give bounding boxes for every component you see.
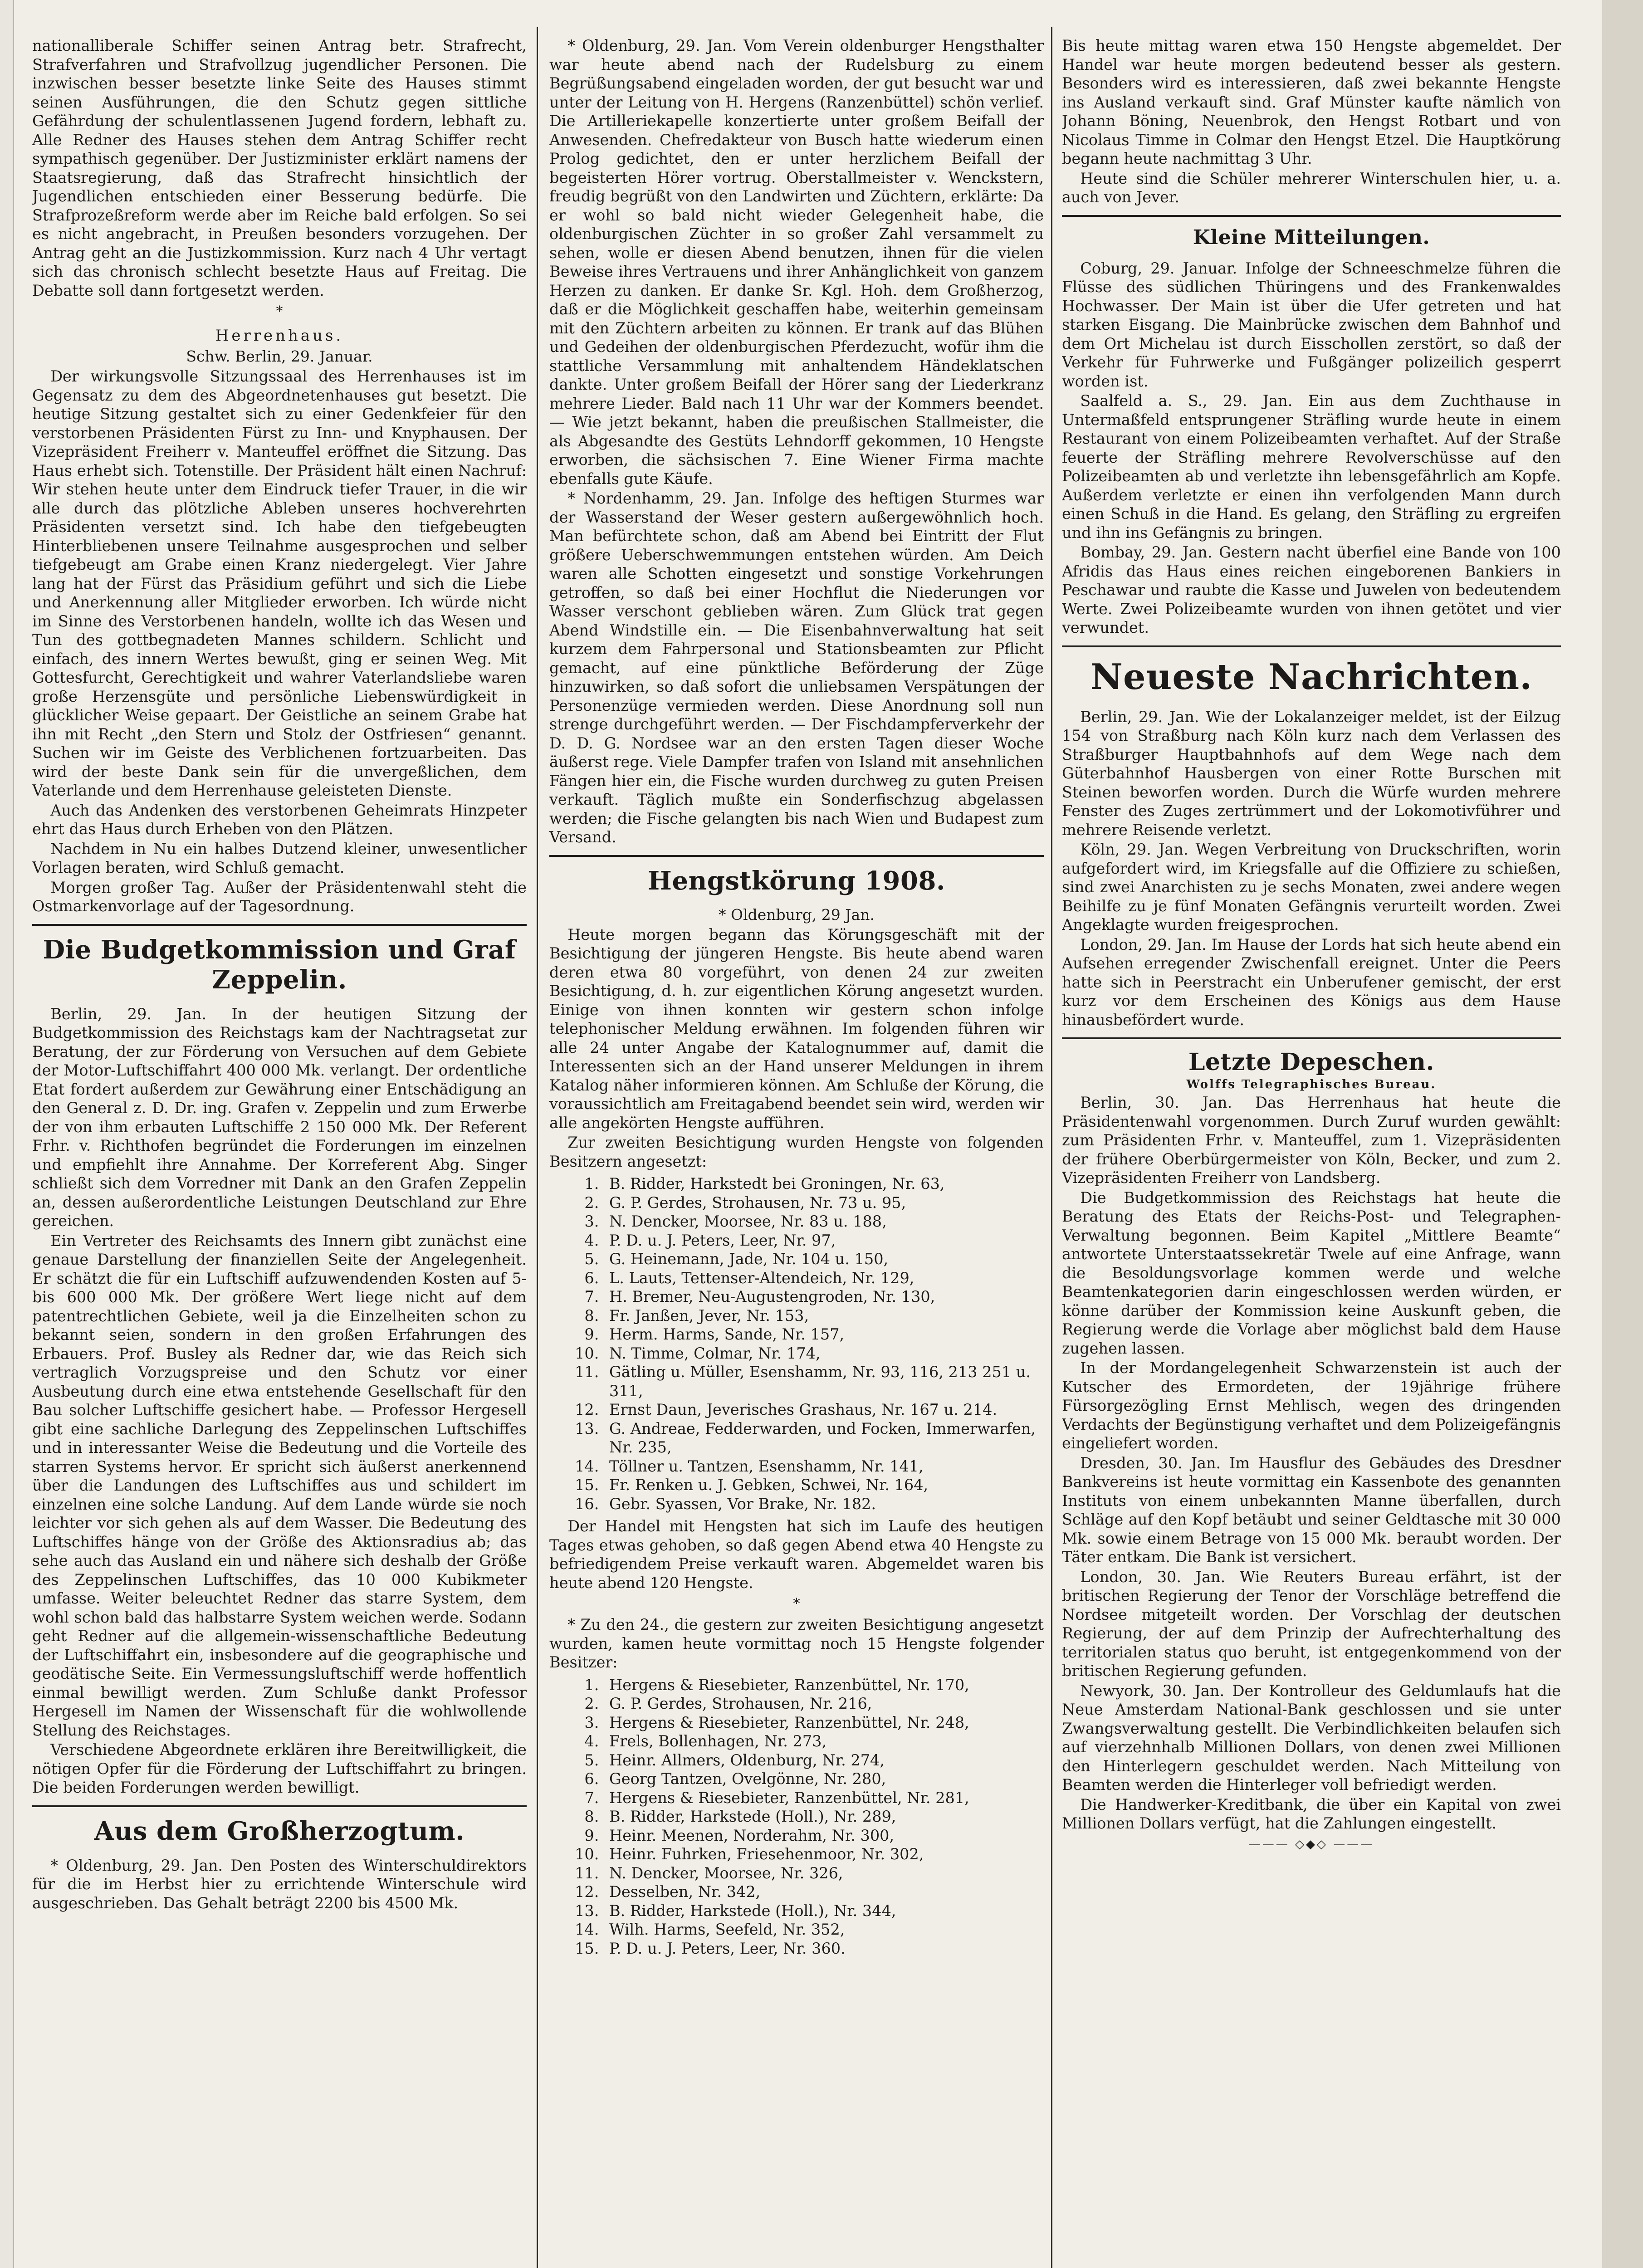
article-paragraph: Zur zweiten Besichtigung wurden Hengste von folgenden Besitzern angesetzt: <box>549 1134 1044 1170</box>
list-item: 10. N. Timme, Colmar, Nr. 174, <box>604 1344 1044 1363</box>
article-paragraph: * Oldenburg, 29. Jan. Den Posten des Winterschuldirektors für die im Herbst hier zu errichtende Winterschule wird ausgeschrieben. Das Gehalt beträgt 2200 bis 4500 Mk. <box>32 1856 527 1912</box>
article-paragraph: Coburg, 29. Januar. Infolge der Schneeschmelze führen die Flüsse des südlichen Thüringens und des Frankenwaldes Hochwasser. Der Main ist über die Ufer getreten und hat starken Eisgang. Die Mainbrücke zwischen dem Bahnhof und dem Ort Michelau ist durch Eisschollen zerstört, so daß der Verkehr für Fuhrwerke und Fußgänger polizeilich gesperrt worden ist. <box>1062 259 1561 390</box>
column-middle <box>549 36 1044 2268</box>
divider <box>32 1805 527 1807</box>
divider <box>1062 1037 1561 1039</box>
article-paragraph: London, 30. Jan. Wie Reuters Bureau erfährt, ist der britischen Regierung der Tenor der Vorschläge betreffend die Nordsee mitgeteilt worden. Der Vorschlag der deutschen Regierung, der auf dem Prinzip der Aufrechterhaltung des territorialen status quo beruht, ist entgegenkommend von der britischen Regierung gefunden. <box>1062 1568 1561 1680</box>
article-paragraph: Bombay, 29. Jan. Gestern nacht überfiel eine Bande von 100 Afridis das Haus eines reichen eingeborenen Bankiers in Peschawar und raubte die Kasse und Juwelen von bedeutendem Werte. Zwei Polizeibeamte wurden von ihnen getötet und vier verwundet. <box>1062 543 1561 636</box>
divider <box>549 855 1044 857</box>
article-headline: Die Budgetkommission und Graf Zeppelin. <box>43 934 516 995</box>
list-item: 3. Hergens & Riesebieter, Ranzenbüttel, Nr. 248, <box>604 1713 1044 1732</box>
list-item: 15. P. D. u. J. Peters, Leer, Nr. 360. <box>604 1939 1044 1958</box>
separator-star: * <box>793 1596 800 1612</box>
article-paragraph: Köln, 29. Jan. Wegen Verbreitung von Druckschriften, worin aufgefordert wird, im Kriegsfalle auf die Offiziere zu schießen, sind zwei Anarchisten zu je sechs Monaten, zwei andere wegen Beihilfe zu je fünf Monaten Gefängnis verurteilt worden. Zwei Angeklagte wurden freigesprochen. <box>1062 841 1561 934</box>
article-paragraph: nationalliberale Schiffer seinen Antrag betr. Strafrecht, Strafverfahren und Strafvollzug jugendlicher Personen. Die inzwischen besser besetzte linke Seite des Hauses stimmt seinen Ausführungen, die den Schutz gegen sittliche Gefährdung der schulentlassenen Jugend fordern, lebhaft zu. Alle Redner des Hauses stehen dem Antrag Schiffer recht sympathisch gegenüber. Der Justizminister erklärt namens der Staatsregierung, daß das Strafrecht hinsichtlich der Jugendlichen entschieden einer Besserung bedürfe. Die Strafprozeßreform werde aber im Reiche bald erfolgen. So sei es nicht angebracht, in Preußen besonders vorzugehen. Der Antrag geht an die Justizkommission. Kurz nach 4 Uhr vertagt sich das chronisch schlecht besetzte Haus auf Freitag. Die Debatte soll dann fortgesetzt werden. <box>32 37 527 299</box>
article-paragraph: Nachdem in Nu ein halbes Dutzend kleiner, unwesentlicher Vorlagen beraten, wird Schluß gemacht. <box>32 840 527 876</box>
newspaper-page <box>13 0 1629 2268</box>
article-paragraph: Der Handel mit Hengsten hat sich im Laufe des heutigen Tages etwas gehoben, so daß gegen Abend etwa 40 Hengste zu befriedigendem Preise verkauft waren. Abgemeldet waren bis heute abend 120 Hengste. <box>549 1517 1044 1592</box>
list-item: 1. Hergens & Riesebieter, Ranzenbüttel, Nr. 170, <box>604 1676 1044 1695</box>
section-heading: Herrenhaus. <box>215 327 344 345</box>
article-paragraph: Der wirkungsvolle Sitzungssaal des Herrenhauses ist im Gegensatz zu dem des Abgeordnetenhauses gut besetzt. Die heutige Sitzung gestaltet sich zu einer Gedenkfeier für den verstorbenen Präsidenten Fürst zu Inn- und Knyphausen. Der Vizepräsident Freiherr v. Manteuffel eröffnet die Sitzung. Das Haus erhebt sich. Totenstille. Der Präsident hält einen Nachruf: Wir stehen heute unter dem Eindruck tiefer Trauer, in die wir alle durch das plötzliche Ableben unseres hochverehrten Präsidenten versetzt sind. Ich habe den tiefgebeugten Hinterbliebenen unsere Teilnahme ausgesprochen und selber tiefgebeugt am Grabe einen Kranz niedergelegt. Vier Jahre lang hat der Fürst das Präsidium geführt und sich die Liebe und Anerkennung aller Mitglieder erworben. Ich würde nicht im Sinne des Verstorbenen handeln, wollte ich das Wesen und Tun des gottbegnadeten Mannes schildern. Schlicht und einfach, des innern Wertes bewußt, ging er seinen Weg. Mit Gottesfurcht, Gerechtigkeit und wahrer Vaterlandsliebe waren große Herzensgüte und persönliche Liebenswürdigkeit in glücklicher Weise gepaart. Der Geistliche an seinem Grabe hat ihn mit Recht „den Stern und Stolz der Ostfriesen“ genannt. Suchen wir im Geiste des Verblichenen fortzuarbeiten. Das wird der beste Dank sein für die unvergeßlichen, dem Vaterlande und dem Herrenhause geleisteten Dienste. <box>32 367 527 799</box>
column-rule <box>537 27 538 2268</box>
article-paragraph: Dresden, 30. Jan. Im Hausflur des Gebäudes des Dresdner Bankvereins ist heute vormittag ein Kassenbote des genannten Instituts von einem unbekannten Manne überfallen, durch Schläge auf den Kopf betäubt und seiner Geldtasche mit 30 000 Mk. sowie einem Betrage von 15 000 Mk. beraubt worden. Der Täter entkam. Die Bank ist versichert. <box>1062 1454 1561 1566</box>
end-ornament: ——— ◇◆◇ ——— <box>1248 1837 1374 1851</box>
page-edge <box>1602 0 1643 2268</box>
list-item: 8. B. Ridder, Harkstede (Holl.), Nr. 289, <box>604 1807 1044 1826</box>
article-paragraph: Morgen großer Tag. Außer der Präsidentenwahl steht die Ostmarkenvorlage auf der Tagesordnung. <box>32 878 527 915</box>
article-paragraph: Verschiedene Abgeordnete erklären ihre Bereitwilligkeit, die nötigen Opfer für die Förderung der Luftschiffahrt zu bringen. Die beiden Forderungen werden bewilligt. <box>32 1741 527 1796</box>
list-item: 15. Fr. Renken u. J. Gebken, Schwei, Nr. 164, <box>604 1476 1044 1495</box>
list-item: 6. L. Lauts, Tettenser-Altendeich, Nr. 129, <box>604 1269 1044 1288</box>
list-item: 5. G. Heinemann, Jade, Nr. 104 u. 150, <box>604 1250 1044 1269</box>
article-paragraph: Die Budgetkommission des Reichstags hat heute die Beratung des Etats der Reichs-Post- und Telegraphen-Verwaltung begonnen. Beim Kapitel „Mittlere Beamte“ antwortete Unterstaatssekretär Twele auf eine Anfrage, wann die Besoldungsvorlage kommen werde und welche Beamtenkategorien darin eingeschlossen werden würden, er könne darüber der Kommission keine Auskunft geben, die Regierung werde die Vorlage aber möglichst bald dem Hause zugehen lassen. <box>1062 1188 1561 1357</box>
list-item: 2. G. P. Gerdes, Strohausen, Nr. 216, <box>604 1694 1044 1713</box>
article-paragraph: Die Handwerker-Kreditbank, die über ein Kapital von zwei Millionen Dollars verfügt, hat die Zahlungen eingestellt. <box>1062 1795 1561 1832</box>
article-paragraph: Heute morgen begann das Körungsgeschäft mit der Besichtigung der jüngeren Hengste. Bis heute abend waren deren etwa 80 vorgeführt, von denen 24 zur zweiten Besichtigung, d. h. zur eigentlichen Körung angesetzt wurden. Einige von ihnen konnten wir gestern schon infolge telephonischer Meldung erwähnen. Im folgenden führen wir alle 24 unter Angabe der Katalognummer auf, damit die Interessenten sich an der Hand unserer Meldungen in ihrem Katalog näher informieren können. Am Schluße der Körung, die voraussichtlich am Freitagabend beendet sein wird, werden wir alle angekörten Hengste aufführen. <box>549 925 1044 1132</box>
column-rule <box>1051 27 1052 2268</box>
list-item: 6. Georg Tantzen, Ovelgönne, Nr. 280, <box>604 1769 1044 1789</box>
list-item: 11. Gätling u. Müller, Esenshamm, Nr. 93, 116, 213 251 u. 311, <box>604 1363 1044 1400</box>
list-item: 2. G. P. Gerdes, Strohausen, Nr. 73 u. 95, <box>604 1193 1044 1212</box>
article-paragraph: Ein Vertreter des Reichsamts des Innern gibt zunächst eine genaue Darstellung der finanziellen Seite der Angelegenheit. Er schätzt die für ein Luftschiff aufzuwendenden Kosten auf 5- bis 600 000 Mk. Der größere Wert liege nicht auf dem patentrechtlichen Gebiete, weil ja die Einzelheiten schon zu bekannt seien, sondern in den großen Erfahrungen des Erbauers. Prof. Busley als Redner dar, wie das Reich sich vertraglich Vorzugspreise und den Schutz vor einer Ausbeutung durch eine etwa entstehende Gesellschaft für den Bau solcher Luftschiffe gesichert habe. — Professor Hergesell gibt eine sachliche Darlegung des Zeppelinschen Luftschiffes und in interessanter Weise die Bedeutung und die Vorteile des starren Systems hervor. Er spricht sich äußerst anerkennend über die Landungen des Luftschiffes aus und schildert im einzelnen eine solche Landung. Auf dem Lande würde sie noch leichter vor sich gehen als auf dem Wasser. Die Bedeutung des Luftschiffes hänge von der Größe des Aktionsradius ab; das sehe auch das Ausland ein und nähere sich deshalb der Größe des Zeppelinschen Luftschiffes, das 10 000 Kubikmeter umfasse. Weiter beleuchtet Redner das starre System, dem wohl schon bald das halbstarre System weichen werde. Sodann geht Redner auf die allgemein-wissenschaftliche Bedeutung der Luftschiffahrt ein, insbesondere auf die geographische und geodätische Seite. Ein Vermessungsluftschiff werde hoffentlich einmal bewilligt werden. Zum Schluße dankt Professor Hergesell im Namen der Wissenschaft für die wohlwollende Stellung des Reichstages. <box>32 1232 527 1739</box>
article-paragraph: Bis heute mittag waren etwa 150 Hengste abgemeldet. Der Handel war heute morgen bedeutend besser als gestern. Besonders wird es interessieren, daß zwei bekannte Hengste ins Ausland verkauft sind. Graf Münster kaufte nämlich von Johann Böning, Neuenbrok, den Hengst Rotbart und von Nicolaus Timme in Colmar den Hengst Etzel. Die Hauptkörung begann heute nachmittag 3 Uhr. <box>1062 37 1561 167</box>
article-paragraph: Berlin, 29. Jan. Wie der Lokalanzeiger meldet, ist der Eilzug 154 von Straßburg nach Köln kurz nach dem Verlassen des Straßburger Hauptbahnhofs auf dem Wege nach dem Güterbahnhof Hausbergen von einer Rotte Burschen mit Steinen beworfen worden. Durch die Würfe wurden mehrere Fenster des Zuges zertrümmert und der Lokomotivführer und mehrere Reisende verletzt. <box>1062 708 1561 839</box>
article-paragraph: Berlin, 29. Jan. In der heutigen Sitzung der Budgetkommission des Reichstags kam der Nachtragsetat zur Beratung, der zur Förderung von Versuchen auf dem Gebiete der Motor-Luftschiffahrt 400 000 Mk. verlangt. Der ordentliche Etat fordert außerdem zur Gewährung einer Entschädigung an den General z. D. Dr. ing. Grafen v. Zeppelin und zum Erwerbe der von ihm erbauten Luftschiffe 2 150 000 Mk. Der Referent Frhr. v. Richthofen begründet die Forderungen im einzelnen und empfiehlt ihre Annahme. Der Korreferent Abg. Singer schließt sich dem Vorredner mit Dank an den Grafen Zeppelin an, dessen außerordentliche Leistungen Deutschland zur Ehre gereichen. <box>32 1005 527 1230</box>
divider <box>1062 645 1561 647</box>
list-item: 12. Desselben, Nr. 342, <box>604 1882 1044 1901</box>
list-item: 16. Gebr. Syassen, Vor Brake, Nr. 182. <box>604 1495 1044 1514</box>
divider <box>1062 215 1561 217</box>
column-left <box>32 36 527 2268</box>
owner-list <box>549 1174 1044 1513</box>
article-paragraph: Newyork, 30. Jan. Der Kontrolleur des Geldumlaufs hat die Neue Amsterdam National-Bank geschlossen und sie unter Zwangsverwaltung gestellt. Die Verbindlichkeiten belaufen sich auf vierzehnhalb Millionen Dollars, von denen zwei Millionen den Hinterlegern geschuldet werden. Nach Mitteilung von Beamten werden die Hinterleger voll befriedigt werden. <box>1062 1681 1561 1794</box>
list-item: 13. G. Andreae, Fedderwarden, und Focken, Immerwarfen, Nr. 235, <box>604 1419 1044 1457</box>
separator-star: * <box>276 303 283 319</box>
list-item: 14. Töllner u. Tantzen, Esenshamm, Nr. 141, <box>604 1457 1044 1476</box>
column-right <box>1062 36 1561 2268</box>
list-item: 8. Fr. Janßen, Jever, Nr. 153, <box>604 1306 1044 1325</box>
owner-list <box>549 1676 1044 1958</box>
list-item: 14. Wilh. Harms, Seefeld, Nr. 352, <box>604 1920 1044 1939</box>
section-heading: Kleine Mitteilungen. <box>1193 225 1430 249</box>
list-item: 4. P. D. u. J. Peters, Leer, Nr. 97, <box>604 1231 1044 1250</box>
article-headline: Letzte Depeschen. <box>1188 1048 1435 1076</box>
list-item: 9. Herm. Harms, Sande, Nr. 157, <box>604 1325 1044 1344</box>
agency-line: Wolffs Telegraphisches Bureau. <box>1186 1078 1437 1091</box>
article-paragraph: * Nordenhamm, 29. Jan. Infolge des heftigen Sturmes war der Wasserstand der Weser gestern außergewöhnlich hoch. Man befürchtete schon, daß am Abend bei Eintritt der Flut größere Ueberschwemmungen entstehen würden. Am Deich waren alle Schotten eingesetzt und sonstige Vorkehrungen getroffen, so daß bei einer Hochflut die Niederungen vor Wasser verschont geblieben wären. Zum Glück trat gegen Abend Windstille ein. — Die Eisenbahnverwaltung hat seit kurzem dem Fahrpersonal und Stationsbeamten zur Pflicht gemacht, auf eine pünktliche Beförderung der Züge hinzuwirken, so daß sofort die unliebsamen Verspätungen der Personenzüge vermieden werden. Diese Anordnung soll nun strenge durchgeführt werden. — Der Fischdampferverkehr der D. D. G. Nordsee war an den ersten Tagen dieser Woche äußerst rege. Viele Dampfer trafen von Island mit ansehnlichen Fängen hier ein, die Fische wurden durchweg zu guten Preisen verkauft. Täglich mußte ein Sonderfischzug abgelassen werden; die Fische gelangten bis nach Wien und Budapest zum Versand. <box>549 489 1044 846</box>
list-item: 4. Frels, Bollenhagen, Nr. 273, <box>604 1732 1044 1751</box>
list-item: 11. N. Dencker, Moorsee, Nr. 326, <box>604 1864 1044 1883</box>
article-paragraph: Berlin, 30. Jan. Das Herrenhaus hat heute die Präsidentenwahl vorgenommen. Durch Zuruf wurden gewählt: zum Präsidenten Frhr. v. Manteuffel, zum 1. Vizepräsidenten der frühere Oberbürgermeister von Köln, Becker, und zum 2. Vizepräsidenten Freiherr von Landsberg. <box>1062 1094 1561 1187</box>
list-item: 3. N. Dencker, Moorsee, Nr. 83 u. 188, <box>604 1212 1044 1231</box>
list-item: 10. Heinr. Fuhrken, Friesehenmoor, Nr. 302, <box>604 1845 1044 1864</box>
list-item: 1. B. Ridder, Harkstedt bei Groningen, Nr. 63, <box>604 1174 1044 1193</box>
list-item: 13. B. Ridder, Harkstede (Holl.), Nr. 344, <box>604 1901 1044 1921</box>
list-item: 7. Hergens & Riesebieter, Ranzenbüttel, Nr. 281, <box>604 1789 1044 1808</box>
article-paragraph: Saalfeld a. S., 29. Jan. Ein aus dem Zuchthause in Untermaßfeld entsprungener Sträfling wurde heute in einem Restaurant von einem Polizeibeamten verhaftet. Auf der Straße feuerte der Sträfling mehrere Revolverschüsse auf den Polizeibeamten ab und verletzte ihn lebensgefährlich am Kopfe. Außerdem verletzte er einen ihn verfolgenden Mann durch einen Schuß in die Hand. Es gelang, den Sträfling zu ergreifen und ihn ins Gefängnis zu bringen. <box>1062 392 1561 542</box>
list-item: 9. Heinr. Meenen, Norderahm, Nr. 300, <box>604 1826 1044 1845</box>
article-paragraph: Auch das Andenken des verstorbenen Geheimrats Hinzpeter ehrt das Haus durch Erheben von den Plätzen. <box>32 801 527 838</box>
article-headline: Neueste Nachrichten. <box>1090 656 1533 698</box>
divider <box>32 924 527 926</box>
article-headline: Hengstkörung 1908. <box>648 865 945 896</box>
list-item: 5. Heinr. Allmers, Oldenburg, Nr. 274, <box>604 1751 1044 1770</box>
article-paragraph: * Oldenburg, 29. Jan. Vom Verein oldenburger Hengsthalter war heute abend nach der Rudelsburg zu einem Begrüßungsabend eingeladen worden, der gut besucht war und unter der Leitung von H. Hergens (Ranzenbüttel) schön verlief. Die Artilleriekapelle konzertierte unter großem Beifall der Anwesenden. Chefredakteur von Busch hatte wiederum einen Prolog gedichtet, den er unter herzlichem Beifall der begeisterten Hörer vortrug. Oberstallmeister v. Wenckstern, freudig begrüßt von den Landwirten und Züchtern, erklärte: Da er wohl so bald nicht wieder Gelegenheit habe, die oldenburgischen Züchter in so großer Zahl versammelt zu sehen, wolle er diesen Abend benutzen, ihnen für die vielen Beweise ihres Vertrauens und ihrer Anhänglichkeit von ganzem Herzen zu danken. Er danke Sr. Kgl. Hoh. dem Großherzog, daß er die Möglichkeit geschaffen habe, weiterhin gemeinsam mit den Züchtern arbeiten zu können. Er trank auf das Blühen und Gedeihen der oldenburgischen Pferdezucht, wofür ihm die stattliche Versammlung mit anhaltendem Händeklatschen dankte. Unter großem Beifall der Hörer sang der Liederkranz mehrere Lieder. Bald nach 11 Uhr war der Kommers beendet. — Wie jetzt bekannt, haben die preußischen Stallmeister, die als Abgesandte des Gestüts Lehndorff gekommen, 10 Hengste erworben, die sächsischen 7. Eine Wiener Firma machte ebenfalls gute Käufe. <box>549 37 1044 488</box>
list-item: 7. H. Bremer, Neu-Augustengroden, Nr. 130, <box>604 1287 1044 1306</box>
article-paragraph: * Zu den 24., die gestern zur zweiten Besichtigung angesetzt wurden, kamen heute vormittag noch 15 Hengste folgender Besitzer: <box>549 1616 1044 1671</box>
dateline: Schw. Berlin, 29. Januar. <box>186 347 373 365</box>
list-item: 12. Ernst Daun, Jeverisches Grashaus, Nr. 167 u. 214. <box>604 1400 1044 1419</box>
article-headline: Aus dem Großherzogtum. <box>94 1816 465 1846</box>
article-paragraph: London, 29. Jan. Im Hause der Lords hat sich heute abend ein Aufsehen erregender Zwischenfall ereignet. Unter die Peers hatte sich in Peerstracht ein Unberufener gemischt, der erst kurz vor dem Erscheinen des Königs aus dem Hause hinausbefördert wurde. <box>1062 935 1561 1029</box>
article-paragraph: In der Mordangelegenheit Schwarzenstein ist auch der Kutscher des Ermordeten, der 19jährige frühere Fürsorgezögling Ernst Mehlisch, wegen des dringenden Verdachts der Begünstigung verhaftet und dem Polizeigefängnis eingeliefert worden. <box>1062 1359 1561 1452</box>
article-paragraph: Heute sind die Schüler mehrerer Winterschulen hier, u. a. auch von Jever. <box>1062 169 1561 206</box>
dateline: * Oldenburg, 29 Jan. <box>719 905 875 924</box>
